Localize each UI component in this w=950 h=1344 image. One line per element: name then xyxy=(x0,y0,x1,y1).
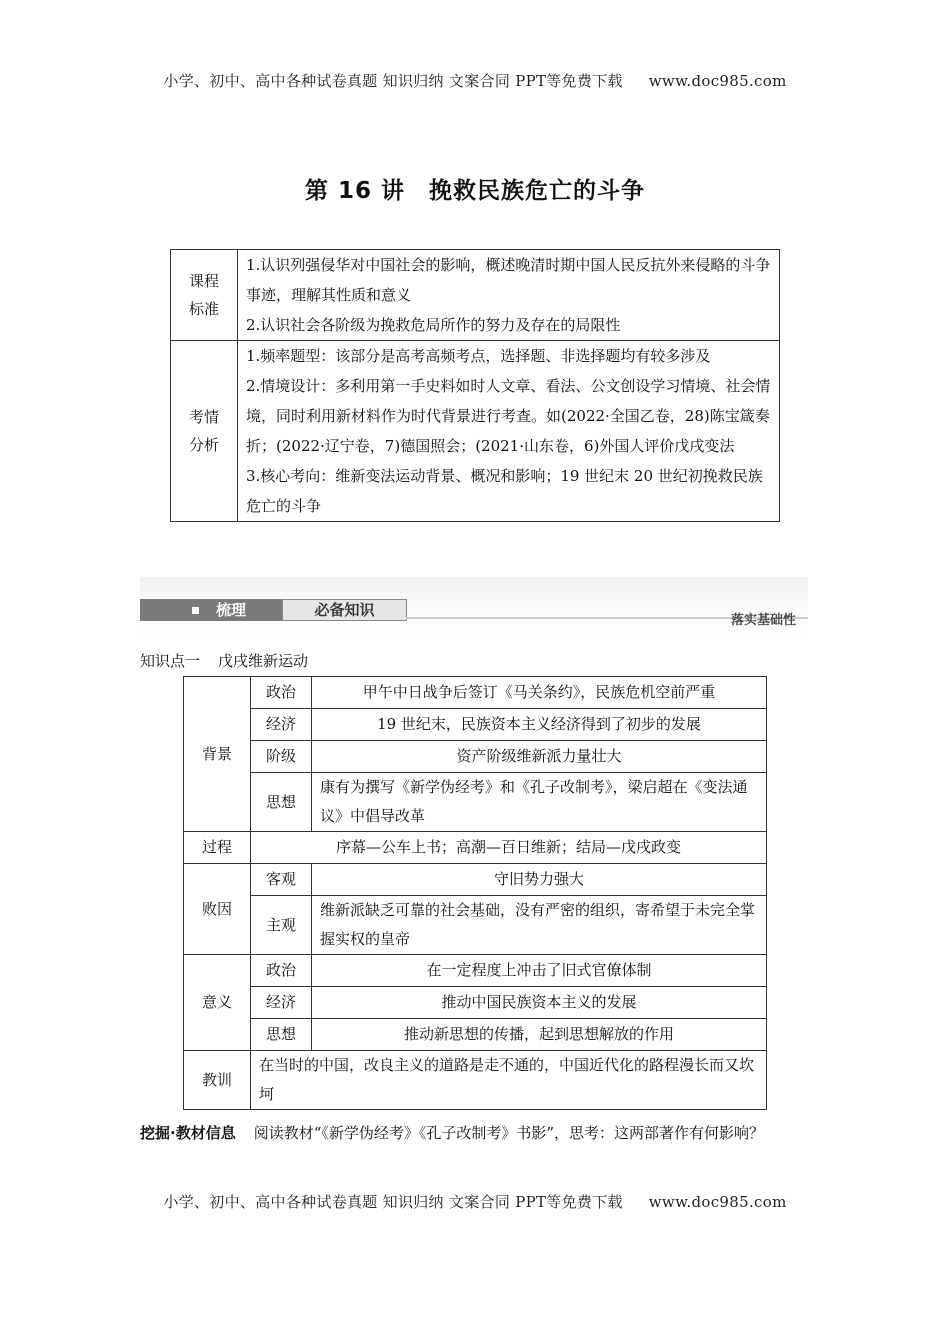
section-banner xyxy=(140,577,808,639)
failure-label: 败因 xyxy=(184,864,251,955)
exam-analysis-content xyxy=(238,341,780,522)
banner-tab-dark-label: 梳理 xyxy=(216,601,247,619)
table-row xyxy=(184,896,767,955)
exam-analysis-label xyxy=(171,341,238,522)
background-economy: 19 世纪末，民族资本主义经济得到了初步的发展 xyxy=(312,709,767,741)
footer-text: 小学、初中、高中各种试卷真题 知识归纳 文案合同 PPT等免费下载 xyxy=(163,1193,623,1211)
significance-economy: 推动中国民族资本主义的发展 xyxy=(312,987,767,1019)
banner-tab-light: 必备知识 xyxy=(282,599,407,621)
footer-url[interactable]: www.doc985.com xyxy=(648,1193,787,1211)
significance-label: 意义 xyxy=(184,955,251,1051)
course-standard-label xyxy=(171,250,238,341)
label-line: 考情 xyxy=(188,408,219,426)
table-row xyxy=(184,741,767,773)
course-table xyxy=(170,249,780,522)
background-politics: 甲午中日战争后签订《马关条约》，民族危机空前严重 xyxy=(312,677,767,709)
table-row xyxy=(184,1019,767,1051)
label-line: 标准 xyxy=(188,300,219,318)
standard-item: 2.认识社会各阶级为挽救危局所作的努力及存在的局限性 xyxy=(246,316,621,334)
sub-label: 思想 xyxy=(251,773,312,832)
analysis-item: 2.情境设计：多利用第一手史料如时人文章、看法、公文创设学习情境、社会情境，同时利用新材料作为时代背景进行考查。如(2022·全国乙卷，28)陈宝箴奏折；(2022·辽宁卷，7)德国照会；(2021·山东卷，6)外国人评价戊戌变法 xyxy=(246,377,771,455)
table-row xyxy=(184,987,767,1019)
significance-politics: 在一定程度上冲击了旧式官僚体制 xyxy=(312,955,767,987)
header-url[interactable]: www.doc985.com xyxy=(648,72,787,90)
knowledge-table xyxy=(183,676,767,1110)
sub-label: 政治 xyxy=(251,677,312,709)
knowledge-point-topic: 戊戌维新运动 xyxy=(218,652,309,670)
square-bullet-icon xyxy=(192,607,199,614)
table-row xyxy=(184,832,767,864)
process-label: 过程 xyxy=(184,832,251,864)
failure-objective: 守旧势力强大 xyxy=(312,864,767,896)
course-standard-row xyxy=(171,250,780,341)
banner-tab-dark xyxy=(140,599,282,621)
header-text: 小学、初中、高中各种试卷真题 知识归纳 文案合同 PPT等免费下载 xyxy=(163,72,623,90)
sub-label: 思想 xyxy=(251,1019,312,1051)
mining-text: 阅读教材“《新学伪经考》《孔子改制考》书影”，思考：这两部著作有何影响？ xyxy=(253,1124,765,1142)
banner-right-text: 落实基础性 xyxy=(730,613,796,628)
significance-thought: 推动新思想的传播，起到思想解放的作用 xyxy=(312,1019,767,1051)
page-footer xyxy=(0,1191,950,1212)
sub-label: 客观 xyxy=(251,864,312,896)
sub-label: 政治 xyxy=(251,955,312,987)
process-text: 序幕—公车上书；高潮—百日维新；结局—戊戌政变 xyxy=(251,832,767,864)
sub-label: 经济 xyxy=(251,709,312,741)
table-row xyxy=(184,677,767,709)
mining-lead: 挖掘·教材信息 xyxy=(140,1124,236,1142)
sub-label: 阶级 xyxy=(251,741,312,773)
table-row xyxy=(184,955,767,987)
background-thought: 康有为撰写《新学伪经考》和《孔子改制考》，梁启超在《变法通议》中倡导改革 xyxy=(312,773,767,832)
analysis-item: 1.频率题型：该部分是高考高频考点，选择题、非选择题均有较多涉及 xyxy=(246,347,711,365)
page-header xyxy=(0,70,950,91)
sub-label: 主观 xyxy=(251,896,312,955)
knowledge-point-heading xyxy=(140,650,308,671)
exam-analysis-row xyxy=(171,341,780,522)
label-line: 分析 xyxy=(188,436,219,454)
background-label: 背景 xyxy=(184,677,251,832)
standard-item: 1.认识列强侵华对中国社会的影响，概述晚清时期中国人民反抗外来侵略的斗争事迹，理解其性质和意义 xyxy=(246,256,771,304)
analysis-item: 3.核心考向：维新变法运动背景、概况和影响；19 世纪末 20 世纪初挽救民族危亡的斗争 xyxy=(246,467,763,515)
knowledge-point-label: 知识点一 xyxy=(140,652,201,670)
table-row xyxy=(184,709,767,741)
lesson-text: 在当时的中国，改良主义的道路是走不通的，中国近代化的路程漫长而又坎坷 xyxy=(251,1051,767,1110)
table-row xyxy=(184,864,767,896)
failure-subjective: 维新派缺乏可靠的社会基础，没有严密的组织，寄希望于未完全掌握实权的皇帝 xyxy=(312,896,767,955)
lesson-label: 教训 xyxy=(184,1051,251,1110)
background-class: 资产阶级维新派力量壮大 xyxy=(312,741,767,773)
table-row xyxy=(184,1051,767,1110)
course-standard-content xyxy=(238,250,780,341)
page-title: 第 16 讲 挽救民族危亡的斗争 xyxy=(304,178,646,204)
label-line: 课程 xyxy=(188,272,219,290)
textbook-mining xyxy=(140,1118,810,1149)
sub-label: 经济 xyxy=(251,987,312,1019)
table-row xyxy=(184,773,767,832)
